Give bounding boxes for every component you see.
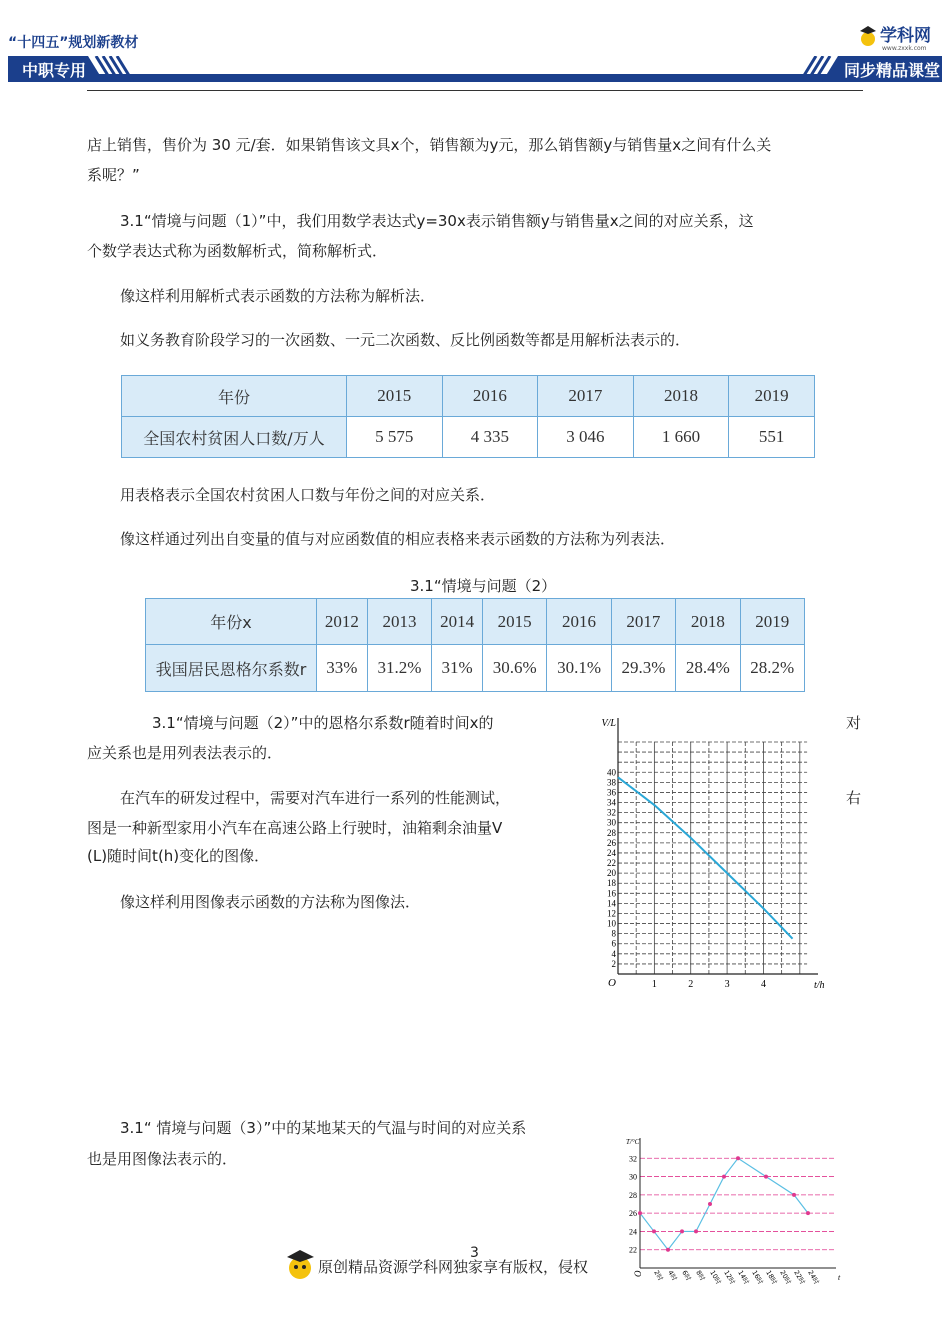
paragraph-line: (L)随时间t(h)变化的图像． bbox=[87, 847, 270, 865]
table-cell: 30.1% bbox=[547, 645, 611, 692]
table-cell: 31% bbox=[432, 645, 483, 692]
temperature-chart bbox=[618, 1132, 848, 1292]
table-cell: 2018 bbox=[633, 376, 729, 417]
logo-text: 学科网 bbox=[880, 26, 931, 46]
table-cell: 2013 bbox=[367, 599, 431, 645]
table-cell: 2019 bbox=[729, 376, 815, 417]
y-tick-label: 24 bbox=[607, 847, 616, 858]
paragraph-line: 像这样通过列出自变量的值与对应函数值的相应表格来表示函数的方法称为列表法． bbox=[120, 530, 676, 548]
y-tick-label: 22 bbox=[629, 1245, 637, 1255]
y-axis-label: T/°C bbox=[626, 1138, 640, 1146]
temperature-series-line bbox=[640, 1158, 808, 1249]
y-tick-label: 34 bbox=[607, 797, 616, 808]
header-series-title: “十四五”规划新教材 bbox=[8, 35, 139, 51]
paragraph-line: 也是用图像法表示的． bbox=[87, 1150, 238, 1168]
paragraph-line: 3.1“ 情境与问题（3）”中的某地某天的气温与时间的对应关系 bbox=[120, 1119, 527, 1137]
temperature-point bbox=[722, 1175, 726, 1179]
y-tick-label: 24 bbox=[629, 1227, 637, 1237]
x-tick-label: 4 bbox=[760, 979, 766, 990]
table-cell: 1 660 bbox=[633, 417, 729, 458]
mascot-icon bbox=[286, 1246, 316, 1282]
table-cell: 2015 bbox=[347, 376, 443, 417]
fuel-chart bbox=[596, 712, 832, 998]
y-tick-label: 26 bbox=[607, 837, 616, 848]
table-cell: 28.4% bbox=[676, 645, 740, 692]
temperature-point bbox=[792, 1193, 796, 1197]
y-axis-label: V/L bbox=[601, 718, 616, 729]
x-tick-label: 18时 bbox=[764, 1269, 779, 1286]
y-tick-label: 2 bbox=[611, 958, 616, 969]
table-cell: 2014 bbox=[432, 599, 483, 645]
x-tick-label: 20时 bbox=[778, 1269, 793, 1286]
y-tick-label: 22 bbox=[607, 858, 616, 869]
table-caption: 3.1“情境与问题（2） bbox=[410, 577, 557, 595]
paragraph-line: 图是一种新型家用小汽车在高速公路上行驶时，油箱剩余油量V bbox=[87, 819, 503, 837]
footer-copyright: 原创精品资源学科网独家享有版权，侵权 bbox=[318, 1258, 589, 1276]
table-row-label: 全国农村贫困人口数/万人 bbox=[122, 417, 347, 458]
y-tick-label: 36 bbox=[607, 787, 616, 798]
table-cell: 2012 bbox=[317, 599, 368, 645]
table-cell: 33% bbox=[317, 645, 368, 692]
origin-label: O bbox=[608, 977, 616, 989]
paragraph-line: 对 bbox=[846, 714, 862, 732]
y-tick-label: 32 bbox=[629, 1154, 637, 1164]
poverty-table bbox=[121, 375, 815, 458]
table-cell: 2017 bbox=[611, 599, 675, 645]
x-tick-label: 16时 bbox=[750, 1269, 765, 1286]
y-tick-label: 28 bbox=[607, 827, 616, 838]
paragraph-line: 3.1“情境与问题（2）”中的恩格尔系数r随着时间x的 bbox=[152, 714, 494, 732]
page-number: 3 bbox=[470, 1245, 479, 1261]
x-tick-label: 14时 bbox=[736, 1269, 751, 1286]
table-header-label: 年份x bbox=[146, 599, 317, 645]
header-left-tag: 中职专用 bbox=[22, 61, 87, 80]
paragraph-line: 3.1“情境与问题（1）”中，我们用数学表达式y=30x表示销售额y与销售量x之间的对应关系，这 bbox=[120, 212, 754, 230]
table-cell: 31.2% bbox=[367, 645, 431, 692]
fuel-series-line bbox=[618, 777, 793, 938]
temperature-point bbox=[652, 1229, 656, 1233]
y-tick-label: 30 bbox=[629, 1172, 637, 1182]
x-tick-label: 10时 bbox=[708, 1269, 723, 1286]
table-cell: 4 335 bbox=[442, 417, 538, 458]
table-cell: 30.6% bbox=[482, 645, 546, 692]
y-tick-label: 12 bbox=[607, 908, 616, 919]
engel-table bbox=[145, 598, 805, 692]
temperature-point bbox=[764, 1175, 768, 1179]
paragraph-line: 像这样利用图像表示函数的方法称为图像法． bbox=[120, 893, 421, 911]
table-cell: 2016 bbox=[547, 599, 611, 645]
table-cell: 2015 bbox=[482, 599, 546, 645]
table-cell: 551 bbox=[729, 417, 815, 458]
paragraph-line: 右 bbox=[846, 789, 862, 807]
table-cell: 2018 bbox=[676, 599, 740, 645]
header-divider bbox=[87, 90, 863, 91]
temperature-point bbox=[708, 1202, 712, 1206]
paragraph-line: 在汽车的研发过程中，需要对汽车进行一系列的性能测试， bbox=[120, 789, 511, 807]
x-tick-label: 22时 bbox=[792, 1269, 807, 1286]
temperature-point bbox=[694, 1229, 698, 1233]
table-cell: 2016 bbox=[442, 376, 538, 417]
table-cell: 29.3% bbox=[611, 645, 675, 692]
paragraph-line: 系呢？” bbox=[87, 166, 140, 184]
paragraph-line: 个数学表达式称为函数解析式，简称解析式． bbox=[87, 242, 388, 260]
table-row-label: 我国居民恩格尔系数r bbox=[146, 645, 317, 692]
temperature-point bbox=[638, 1211, 642, 1215]
y-tick-label: 16 bbox=[607, 888, 616, 899]
paragraph-line: 像这样利用解析式表示函数的方法称为解析法． bbox=[120, 287, 436, 305]
y-tick-label: 20 bbox=[607, 868, 616, 879]
x-tick-label: 24时 bbox=[806, 1269, 821, 1286]
header-banner bbox=[8, 56, 942, 82]
x-tick-label: 4时 bbox=[666, 1269, 679, 1283]
x-tick-label: 2时 bbox=[652, 1269, 665, 1283]
y-tick-label: 6 bbox=[611, 938, 616, 949]
y-tick-label: 32 bbox=[607, 807, 616, 818]
y-tick-label: 8 bbox=[611, 928, 616, 939]
x-tick-label: 2 bbox=[688, 979, 694, 990]
y-tick-label: 38 bbox=[607, 777, 616, 788]
header-right-tag: 同步精品课堂 bbox=[844, 61, 941, 80]
table-cell: 5 575 bbox=[347, 417, 443, 458]
x-axis-label: t bbox=[838, 1273, 841, 1282]
table-cell: 3 046 bbox=[538, 417, 634, 458]
temperature-point bbox=[680, 1229, 684, 1233]
y-tick-label: 26 bbox=[629, 1209, 637, 1219]
logo-url: www.zxxk.com bbox=[882, 45, 927, 52]
table-cell: 2019 bbox=[740, 599, 804, 645]
x-tick-label: 3 bbox=[724, 979, 730, 990]
table-cell: 28.2% bbox=[740, 645, 804, 692]
y-tick-label: 28 bbox=[629, 1190, 637, 1200]
y-tick-label: 14 bbox=[607, 898, 616, 909]
logo bbox=[858, 22, 944, 52]
table-cell: 2017 bbox=[538, 376, 634, 417]
x-tick-label: 1 bbox=[651, 979, 657, 990]
paragraph-line: 如义务教育阶段学习的一次函数、一元二次函数、反比例函数等都是用解析法表示的． bbox=[120, 331, 691, 349]
y-tick-label: 10 bbox=[607, 918, 616, 929]
y-tick-label: 40 bbox=[607, 767, 616, 778]
temperature-point bbox=[666, 1248, 670, 1252]
temperature-point bbox=[806, 1211, 810, 1215]
paragraph-line: 用表格表示全国农村贫困人口数与年份之间的对应关系． bbox=[120, 486, 496, 504]
x-axis-label: t/h bbox=[814, 980, 825, 991]
x-tick-label: 12时 bbox=[722, 1269, 737, 1286]
y-tick-label: 18 bbox=[607, 878, 616, 889]
paragraph-line: 店上销售，售价为 30 元/套．如果销售该文具x个，销售额为y元，那么销售额y与销售量x之间有什么关 bbox=[87, 136, 772, 154]
origin-label: O bbox=[633, 1270, 643, 1277]
paragraph-line: 应关系也是用列表法表示的． bbox=[87, 744, 283, 762]
table-header-label: 年份 bbox=[122, 376, 347, 417]
y-tick-label: 4 bbox=[611, 948, 616, 959]
x-tick-label: 6时 bbox=[680, 1269, 693, 1283]
y-tick-label: 30 bbox=[607, 817, 616, 828]
temperature-point bbox=[736, 1156, 740, 1160]
x-tick-label: 8时 bbox=[694, 1269, 707, 1283]
